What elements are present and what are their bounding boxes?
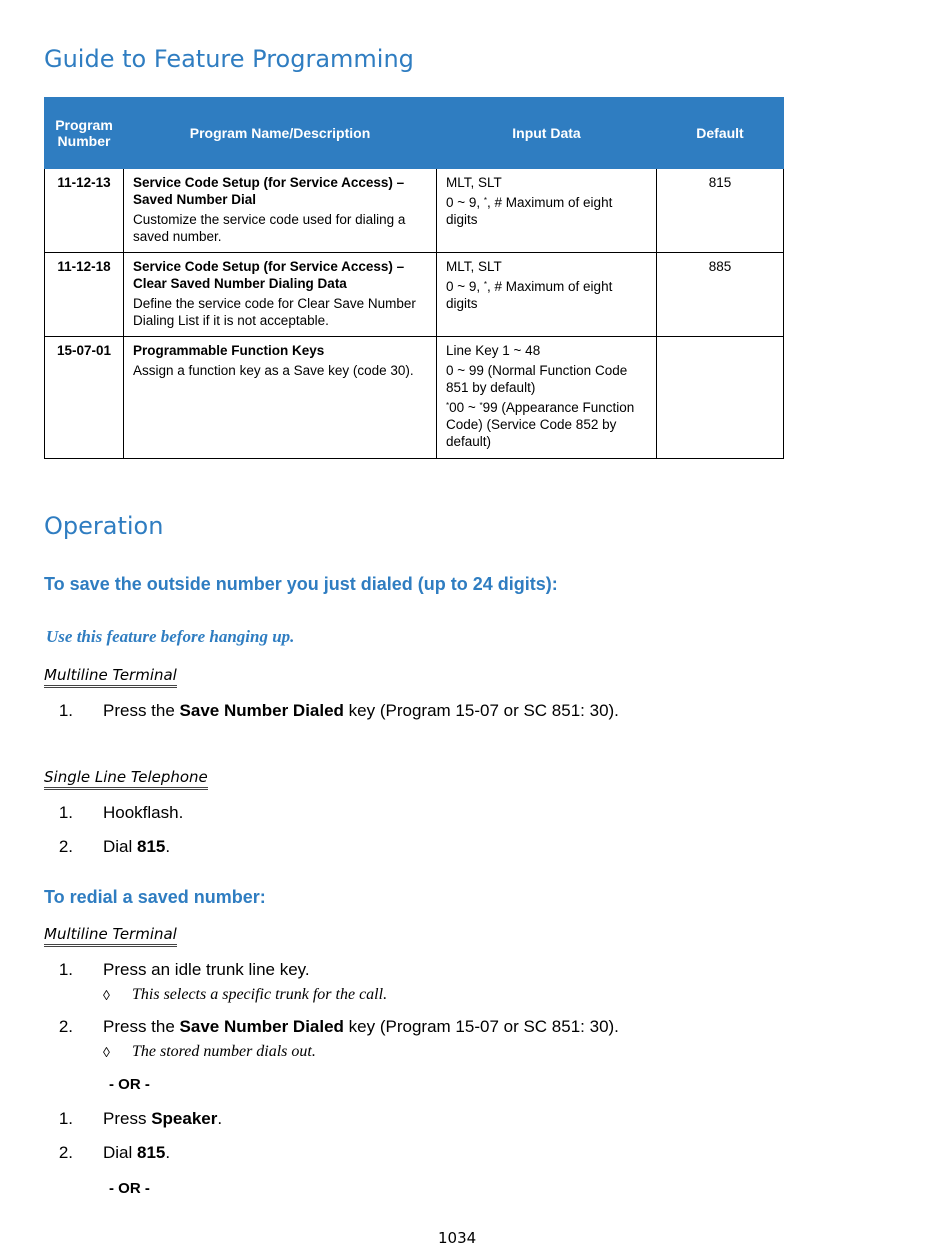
multiline-terminal-label: Multiline Terminal [44,925,177,947]
input-data-line: 0 ~ 9, *, # Maximum of eight digits [446,195,613,227]
asterisk-key-symbol: * [446,401,450,410]
input-data-cell [437,337,657,459]
step-number: 2. [58,1143,73,1162]
input-data-line: 0 ~ 9, *, # Maximum of eight digits [446,279,613,311]
input-data-line: 0 ~ 99 (Normal Function Code 851 by default) [446,363,628,395]
step-number: 1. [58,701,73,720]
program-name: Service Code Setup (for Service Access) – Clear Saved Number Dialing Data [133,259,405,291]
step-text-pre: Press the [103,1017,180,1036]
program-description: Define the service code for Clear Save Number Dialing List if it is not acceptable. [133,296,416,328]
input-data-cell [437,253,657,337]
table-row [45,337,784,459]
default-cell [657,337,784,459]
program-description: Assign a function key as a Save key (code 30). [133,363,414,378]
input-data-line: MLT, SLT [446,175,502,190]
program-number-cell: 11-12-13 [45,169,124,253]
asterisk-key-symbol: * [479,401,483,410]
step-number: 1. [58,1109,73,1128]
step-text-pre: Dial [103,1143,138,1162]
header-default: Default [657,98,784,169]
step-text-pre: Press [103,1109,152,1128]
page-number: 1034 [438,1229,477,1247]
step-text-pre: Dial [103,837,138,856]
key-name: Save Number Dialed [179,701,344,720]
name-description-cell [124,337,437,459]
step-text-post: . [217,1109,223,1128]
program-number-cell: 15-07-01 [45,337,124,459]
step-number: 2. [58,1017,73,1036]
step-text [103,1017,619,1037]
step-text: Press an idle trunk line key. [103,960,310,979]
program-number-cell: 11-12-18 [45,253,124,337]
diamond-bullet-icon: ◊ [103,987,110,1003]
service-code: 815 [137,1143,166,1162]
program-description: Customize the service code used for dialing a saved number. [133,212,406,244]
step-note: This selects a specific trunk for the call. [132,986,388,1003]
step-text-pre: Press the [103,701,180,720]
asterisk-key-symbol: * [483,280,488,289]
asterisk-key-symbol: * [483,196,488,205]
step-text-post: key (Program 15-07 or SC 851: 30). [343,701,619,720]
program-name: Programmable Function Keys [133,343,325,358]
service-code: 815 [137,837,166,856]
table-header-row [45,98,784,169]
input-data-cell [437,169,657,253]
step-text-post: . [165,837,171,856]
save-number-heading: To save the outside number you just dialed (up to 24 digits): [44,574,558,594]
or-separator: - OR - [109,1076,150,1093]
step-number: 2. [58,837,73,856]
single-line-telephone-label: Single Line Telephone [44,768,208,790]
header-name-description: Program Name/Description [124,98,437,169]
header-program-number: Program Number [45,98,124,169]
or-separator: - OR - [109,1180,150,1197]
name-description-cell [124,169,437,253]
input-data-line: MLT, SLT [446,259,502,274]
name-description-cell [124,253,437,337]
default-cell: 815 [657,169,784,253]
step-text [103,1143,170,1163]
key-name: Save Number Dialed [179,1017,344,1036]
step-text-post: key (Program 15-07 or SC 851: 30). [343,1017,619,1036]
diamond-bullet-icon: ◊ [103,1044,110,1060]
save-number-note: Use this feature before hanging up. [46,627,295,646]
step-number: 1. [58,960,73,979]
table-row [45,169,784,253]
input-data-line: *00 ~ *99 (Appearance Function Code) (Service Code 852 by default) [446,400,635,449]
multiline-terminal-label: Multiline Terminal [44,666,177,688]
step-text [103,701,619,721]
table-row [45,253,784,337]
step-text [103,837,170,857]
key-name: Speaker [151,1109,218,1128]
redial-heading: To redial a saved number: [44,887,266,907]
input-data-line: Line Key 1 ~ 48 [446,343,541,358]
step-text-post: . [165,1143,171,1162]
header-input-data: Input Data [437,98,657,169]
step-number: 1. [58,803,73,822]
step-text: Hookflash. [103,803,184,822]
step-note: The stored number dials out. [132,1043,316,1060]
page-title: Guide to Feature Programming [44,45,414,73]
default-cell: 885 [657,253,784,337]
program-name: Service Code Setup (for Service Access) – Saved Number Dial [133,175,405,207]
feature-programming-table [44,97,784,459]
operation-heading: Operation [44,512,164,540]
step-text [103,1109,222,1129]
